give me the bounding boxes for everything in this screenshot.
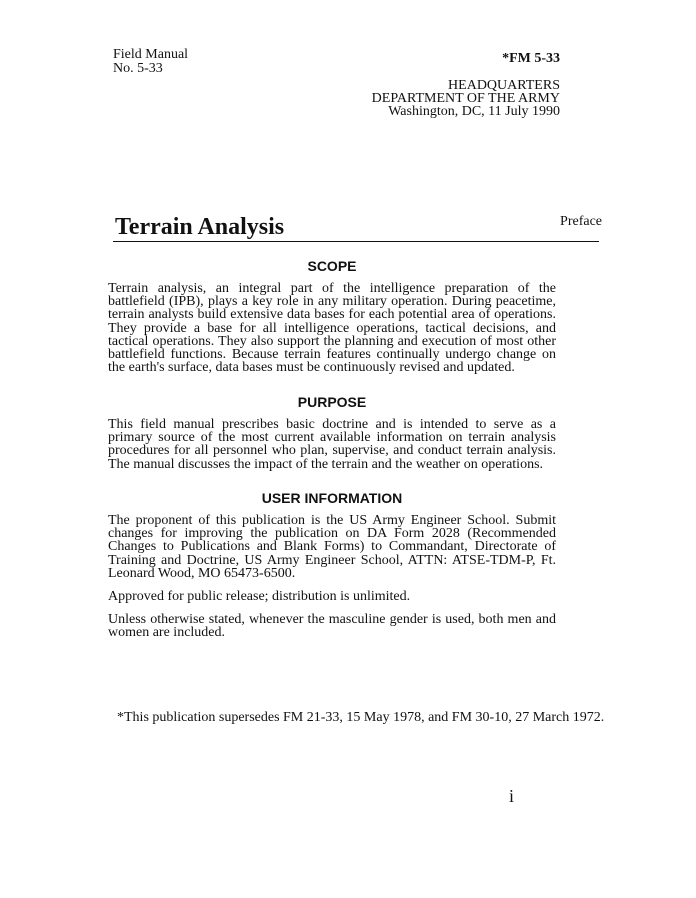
department-line: DEPARTMENT OF THE ARMY (371, 91, 560, 106)
proponent-paragraph: The proponent of this publication is the US Army Engineer School. Submit changes for improving the publication on DA Form 2028 (Recommended Changes to Publications and Blank Forms) to Commandant, Directorate of Training and Doctrine, US Army Engineer School, ATTN: ATSE-TDM-P, Ft. Leonard Wood, MO 65473-6500. (108, 513, 556, 581)
scope-paragraph: Terrain analysis, an integral part of the intelligence preparation of the battlefield (IPB), plays a key role in any military operation. During peacetime, terrain analysts build extensive data bases for each potential area of operations. They provide a base for all intelligence operations, tactical decisions, and tactical operations. They also support the planning and execution of most other battlefield functions. Because terrain features continually undergo change on the earth's surface, data bases must be continuously revised and updated. (108, 281, 556, 376)
purpose-heading: PURPOSE (297, 394, 367, 410)
gender-paragraph: Unless otherwise stated, whenever the masculine gender is used, both men and women are included. (108, 612, 556, 641)
purpose-section (108, 394, 556, 471)
section-label: Preface (560, 214, 602, 229)
user-information-heading: USER INFORMATION (261, 490, 403, 506)
headquarters-line: HEADQUARTERS (448, 78, 560, 93)
distribution-paragraph: Approved for public release; distribution is unlimited. (108, 589, 411, 605)
date-line: Washington, DC, 11 July 1990 (388, 104, 560, 119)
scope-section (108, 258, 556, 374)
headquarters-block (372, 79, 560, 118)
field-manual-line: Field Manual (113, 47, 189, 62)
field-manual-label (113, 48, 188, 76)
manual-number-line: No. 5-33 (113, 61, 163, 76)
page-number: i (509, 786, 515, 806)
document-number: *FM 5-33 (502, 51, 560, 66)
supersedes-footnote: *This publication supersedes FM 21-33, 15 May 1978, and FM 30-10, 27 March 1972. (117, 710, 605, 725)
title-underline (113, 241, 599, 242)
user-information-section (108, 490, 556, 640)
scope-heading: SCOPE (307, 258, 357, 274)
purpose-paragraph: This field manual prescribes basic doctrine and is intended to serve as a primary source of the most current available information on terrain analysis procedures for all personnel who plan, supervise, and conduct terrain analysis. The manual discusses the impact of the terrain and the weather on operations. (108, 417, 556, 472)
page-title: Terrain Analysis (115, 214, 285, 240)
